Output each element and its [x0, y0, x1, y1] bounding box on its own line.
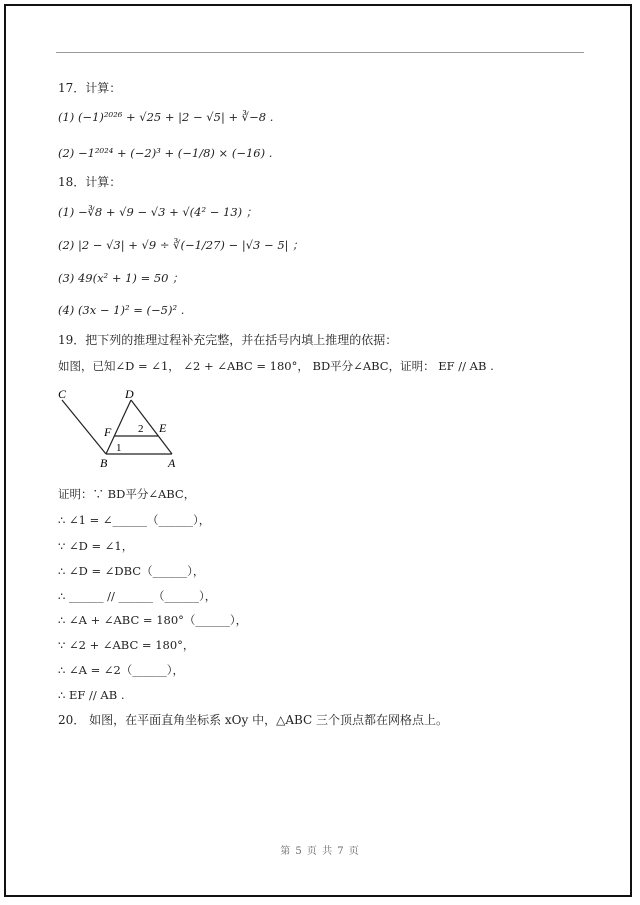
- label-e: E: [159, 421, 167, 435]
- angle-label-1: 1: [116, 442, 122, 454]
- label-c: C: [58, 387, 67, 401]
- q18-part2: (2) |2 − √3| + √9 ÷ ∛(−1/27) − |√3 − 5| ；: [58, 238, 304, 252]
- q20-title: 20． 如图，在平面直角坐标系 xOy 中，△ABC 三个顶点都在网格点上。: [58, 713, 449, 727]
- q18-title: 18．计算：: [58, 175, 122, 189]
- proof-line-6: ∴ ∠A + ∠ABC = 180°（______），: [58, 613, 248, 627]
- label-a: A: [168, 456, 176, 470]
- label-b: B: [100, 456, 108, 470]
- proof-line-5: ∴ ______ // ______（______），: [58, 589, 217, 603]
- label-d: D: [125, 387, 134, 401]
- q19-title: 19．把下列的推理过程补充完整，并在括号内填上推理的依据：: [58, 333, 398, 347]
- proof-line-2: ∴ ∠1 = ∠______（______），: [58, 513, 211, 527]
- q18-part1: (1) −∛8 + √9 − √3 + √(4² − 13) ；: [58, 205, 258, 219]
- q18-part4: (4) (3x − 1)² = (−5)² .: [58, 303, 185, 317]
- proof-line-9: ∴ EF // AB .: [58, 688, 125, 702]
- line-cb: [62, 400, 106, 454]
- q17-part1: (1) (−1)²⁰²⁶ + √25 + |2 − √5| + ∛−8 .: [58, 110, 274, 124]
- proof-line-4: ∴ ∠D = ∠DBC（______），: [58, 564, 205, 578]
- q18-part3: (3) 49(x² + 1) = 50 ；: [58, 271, 184, 285]
- page-number-footer: 第 5 页 共 7 页: [280, 846, 360, 857]
- angle-label-2: 2: [138, 423, 144, 435]
- q17-title: 17．计算：: [58, 81, 122, 95]
- proof-line-7: ∵ ∠2 + ∠ABC = 180°，: [58, 638, 195, 652]
- label-f: F: [104, 425, 112, 439]
- q17-part2: (2) −1²⁰²⁴ + (−2)³ + (−1/8) × (−16) .: [58, 146, 273, 160]
- proof-line-3: ∵ ∠D = ∠1，: [58, 539, 134, 553]
- header-rule: [56, 52, 584, 53]
- geometry-figure: [54, 386, 194, 472]
- q19-statement: 如图，已知∠D = ∠1， ∠2 + ∠ABC = 180°， BD平分∠ABC，证明： EF // AB .: [58, 359, 494, 373]
- proof-line-1: 证明：∵ BD平分∠ABC，: [58, 487, 196, 501]
- proof-line-8: ∴ ∠A = ∠2（______），: [58, 663, 185, 677]
